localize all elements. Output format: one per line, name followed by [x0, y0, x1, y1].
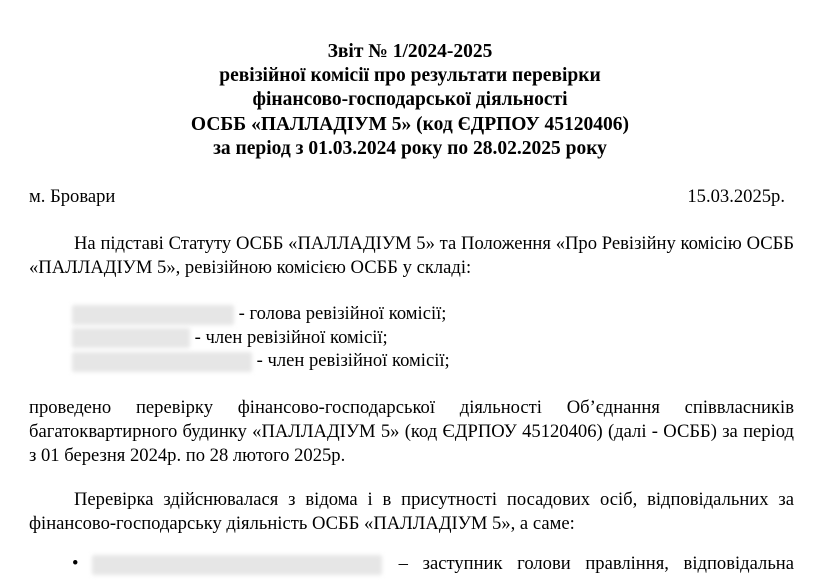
- title-line-organization: ОСББ «ПАЛЛАДІУМ 5» (код ЄДРПОУ 45120406): [190, 113, 630, 135]
- report-date: 15.03.2025р.: [687, 186, 785, 207]
- member-role: - член ревізійної комісії;: [190, 326, 388, 348]
- document-title: [0, 40, 820, 161]
- member: [72, 326, 450, 350]
- member-chair: [72, 302, 450, 326]
- title-line-period: за період з 01.03.2024 року по 28.02.2025 року: [213, 137, 607, 159]
- paragraph-basis: На підставі Статуту ОСББ «ПАЛЛАДІУМ 5» та Положення «Про Ревізійну комісію ОСББ «ПАЛЛАДІУМ 5», ревізійною комісією ОСББ у складі:: [29, 233, 794, 279]
- paragraph-audit-scope: проведено перевірку фінансово-господарської діяльності Об’єднання співвласників багатоквартирного будинку «ПАЛЛАДІУМ 5» (код ЄДРПОУ 45120406) (далі - ОСББ) за період з 01 березня 2024р. по 28 лютого 2025р.: [29, 397, 794, 467]
- redacted-name: [72, 352, 252, 372]
- commission-members-list: [72, 302, 450, 373]
- bullet-item: [72, 552, 794, 576]
- member-role: - член ревізійної комісії;: [252, 350, 450, 371]
- title-line-activity: фінансово-господарської діяльності: [252, 89, 568, 111]
- title-line-commission: ревізійної комісії про результати перевірки: [219, 65, 601, 87]
- redacted-name: [92, 555, 382, 575]
- member: [72, 349, 450, 373]
- redacted-name: [72, 305, 234, 325]
- place-date-line: [29, 185, 785, 209]
- redacted-name: [72, 328, 190, 348]
- bullet-text: – заступник голови правління, відповідальна: [398, 553, 794, 574]
- member-role: - голова ревізійної комісії;: [234, 303, 447, 324]
- title-line-report-number: Звіт № 1/2024-2025: [327, 41, 493, 62]
- place: м. Бровари: [29, 186, 116, 207]
- paragraph-officials: Перевірка здійснювалася з відома і в присутності посадових осіб, відповідальних за фінансово-господарську діяльність ОСББ «ПАЛЛАДІУМ 5», а саме:: [29, 489, 794, 535]
- bullet-icon: •: [72, 553, 79, 574]
